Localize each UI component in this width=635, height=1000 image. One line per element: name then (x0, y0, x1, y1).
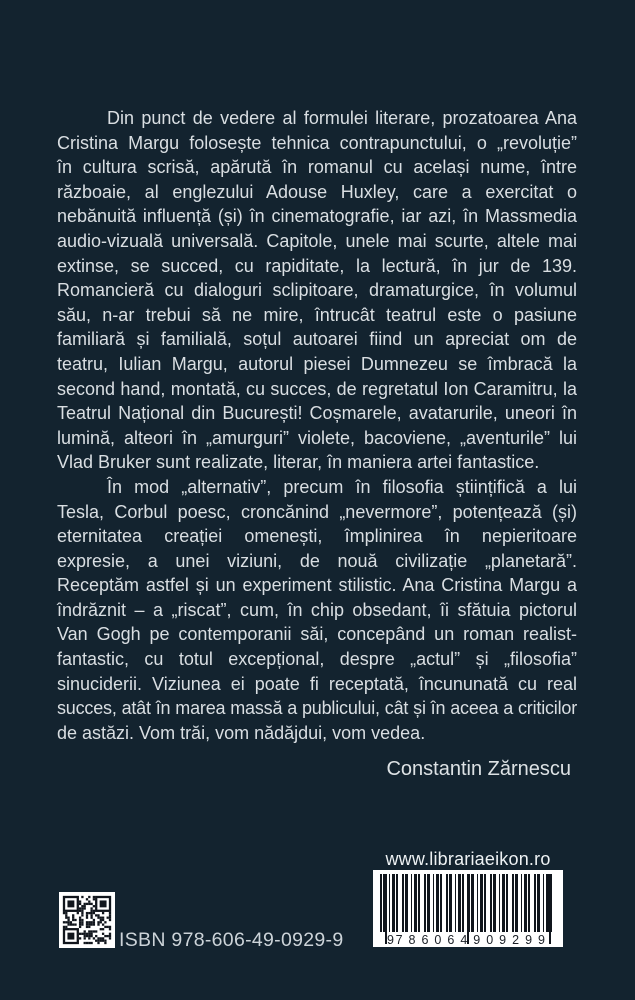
blurb-line: îndrăznit – a „riscat”, cum, în chip obsedant, îi sfătuia pictorul (57, 599, 577, 620)
isbn-text: ISBN 978-606-49-0929-9 (119, 929, 344, 951)
publisher-website: www.librariaeikon.ro (385, 849, 551, 869)
blurb-line: în cultura scrisă, apărută în romanul cu același nume, între (57, 157, 577, 178)
blurb-line: sinuciderii. Viziunea ei poate fi receptată, încununată cu real (57, 673, 577, 694)
blurb-line: său, n-ar trebui să ne mire, întrucât teatrul este o pasiune (57, 304, 577, 325)
blurb-line: lumină, alteori în „amurguri” violete, bacoviene, „aventurile” lui (57, 427, 577, 448)
blurb-line: Receptăm astfel și un experiment stilistic. Ana Cristina Margu a (57, 575, 577, 596)
blurb-line: expresie, a unei viziuni, de nouă civilizație „planetară”. (57, 550, 577, 571)
blurb-line: Van Gogh pe contemporanii săi, concepând un roman realist- (57, 624, 577, 645)
blurb-line: Din punct de vedere al formulei literare, prozatoarea Ana (107, 108, 577, 128)
barcode-digits (387, 932, 551, 947)
blurb-line: teatru, Iulian Margu, autorul piesei Dumnezeu se îmbracă la (57, 353, 577, 374)
barcode-digit-group-1: 786064 (395, 933, 474, 947)
blurb-paragraph-1 (57, 106, 577, 475)
blurb-line: audio-vizuală universală. Capitole, unele mai scurte, altele mai (57, 230, 577, 251)
blurb-line: Tesla, Corbul poesc, croncănind „nevermore”, potențează (și) (57, 501, 577, 522)
qr-code-icon (59, 892, 115, 948)
blurb-line: familiară și familială, soțul autoarei fiind un apreciat om de (57, 329, 577, 350)
barcode-digit-left: 9 (387, 933, 394, 947)
blurb-line: succes, atât în marea massă a publicului, cât și în aceea a criticilor (57, 698, 577, 719)
author-signature: Constantin Zărnescu (386, 758, 571, 780)
blurb-paragraph-2 (57, 475, 577, 746)
blurb-line: Vlad Bruker sunt realizate, literar, în maniera artei fantastice. (57, 452, 540, 473)
blurb-line: În mod „alternativ”, precum în filosofia științifică a lui (107, 476, 577, 497)
blurb-line: eternitatea creației omenești, împlinirea în nepieritoare (57, 526, 577, 547)
barcode-digit-group-2: 909299 (473, 933, 551, 947)
blurb-line: second hand, montată, cu succes, de regretatul Ion Caramitru, la (57, 378, 577, 399)
blurb-line: nebănuită influență (și) în cinematografie, iar azi, în Massmedia (57, 206, 577, 227)
blurb-text (57, 106, 577, 745)
blurb-line: Romancieră cu dialoguri sclipitoare, dramaturgice, în volumul (57, 280, 577, 301)
blurb-line: Teatrul Național din București! Coșmarele, avatarurile, uneori în (57, 403, 577, 424)
isbn-barcode (373, 870, 563, 947)
blurb-line: războaie, al englezului Adouse Huxley, care a exercitat o (57, 181, 577, 202)
blurb-line: extinse, se succed, cu rapiditate, la lectură, în jur de 139. (57, 255, 577, 276)
blurb-line: Cristina Margu folosește tehnica contrapunctului, o „revoluție” (57, 132, 577, 153)
blurb-line: de astăzi. Vom trăi, vom nădăjdui, vom vedea. (57, 722, 426, 743)
blurb-line: fantastic, cu totul excepțional, despre „actul” și „filosofia” (57, 649, 577, 670)
